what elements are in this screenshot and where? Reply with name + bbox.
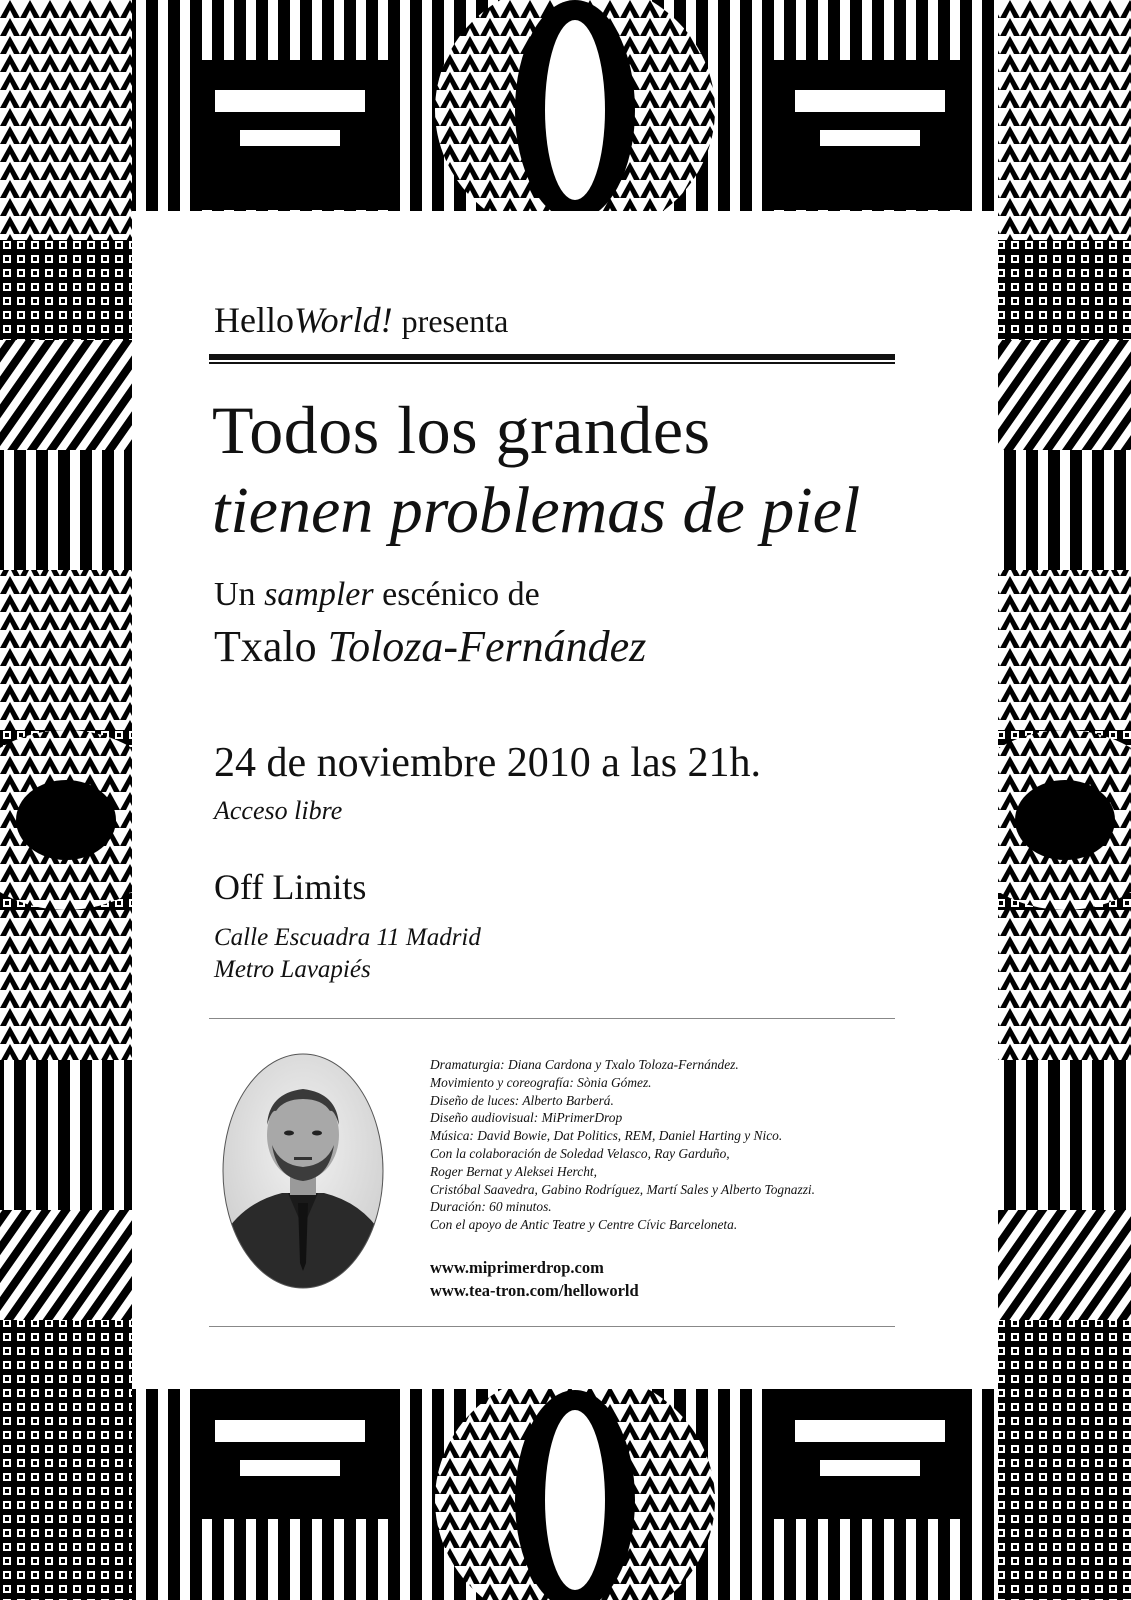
credit-line: Con la colaboración de Soledad Velasco, Ray Garduño, xyxy=(430,1145,730,1161)
poster-panel xyxy=(132,211,998,1389)
credit-line: Diseño audiovisual: MiPrimerDrop xyxy=(430,1110,623,1126)
credit-line: Música: David Bowie, Dat Politics, REM, Daniel Harting y Nico. xyxy=(430,1128,783,1144)
divider-bottom xyxy=(209,1326,895,1327)
event-access: Acceso libre xyxy=(214,796,343,825)
author-first: Txalo xyxy=(214,622,317,671)
credit-line: Movimiento y coreografía: Sònia Gómez. xyxy=(430,1074,652,1090)
subtitle-italic: sampler xyxy=(264,576,374,613)
brand-italic: World! xyxy=(293,300,393,340)
subtitle-line xyxy=(214,576,540,614)
presenter-line xyxy=(214,299,508,341)
author-line xyxy=(214,621,646,672)
website-link-1[interactable]: www.miprimerdrop.com xyxy=(430,1258,604,1277)
credit-line: Diseño de luces: Alberto Barberá. xyxy=(430,1092,614,1108)
website-link-2[interactable]: www.tea-tron.com/helloworld xyxy=(430,1281,639,1300)
subtitle-suffix: escénico de xyxy=(382,576,540,613)
credit-line: Dramaturgia: Diana Cardona y Txalo Toloza-Fernández. xyxy=(430,1057,739,1072)
links-block xyxy=(430,1256,639,1302)
author-last: Toloza-Fernández xyxy=(327,622,647,671)
header-rule-thin xyxy=(209,362,895,364)
credit-line: Cristóbal Saavedra, Gabino Rodríguez, Martí Sales y Alberto Tognazzi. xyxy=(430,1181,815,1197)
presents-word: presenta xyxy=(401,303,509,339)
author-portrait xyxy=(222,1053,384,1289)
venue-name: Off Limits xyxy=(214,867,367,907)
title-line-1: Todos los grandes xyxy=(212,392,711,468)
credits-block xyxy=(430,1056,815,1234)
credit-line: Con el apoyo de Antic Teatre y Centre Cívic Barceloneta. xyxy=(430,1217,738,1233)
brand-plain: Hello xyxy=(214,300,294,340)
event-date: 24 de noviembre 2010 a las 21h. xyxy=(214,740,762,786)
title-line-2: tienen problemas de piel xyxy=(212,474,861,547)
venue-address: Calle Escuadra 11 Madrid xyxy=(214,924,481,951)
subtitle-prefix: Un xyxy=(214,576,256,613)
divider-top xyxy=(209,1018,895,1019)
header-rule-thick xyxy=(209,354,895,360)
venue-metro: Metro Lavapiés xyxy=(214,956,371,983)
credit-line: Duración: 60 minutos. xyxy=(430,1199,552,1215)
credit-line: Roger Bernat y Aleksei Hercht, xyxy=(430,1163,597,1179)
